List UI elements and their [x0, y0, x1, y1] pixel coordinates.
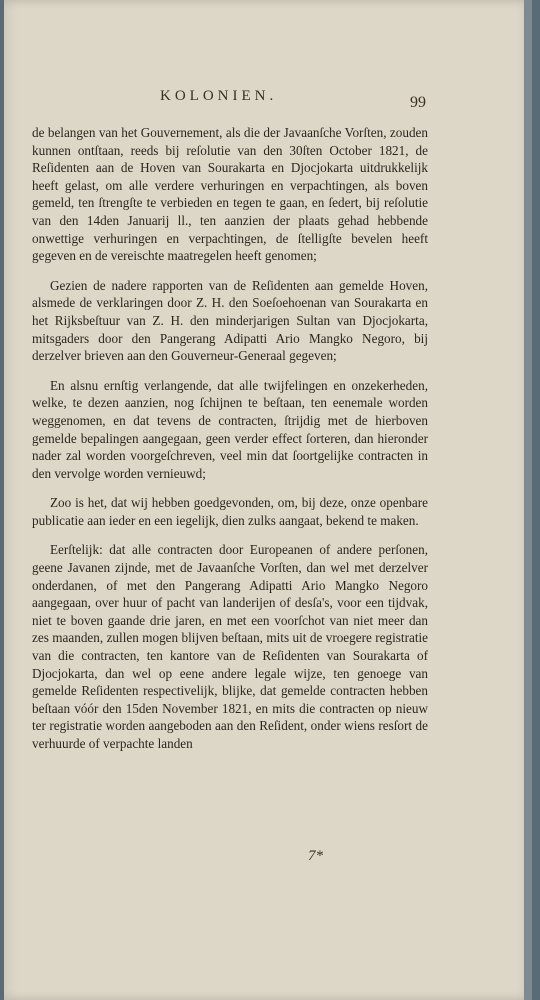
signature-mark: 7*	[308, 848, 323, 864]
paragraph: Gezien de nadere rapporten van de Reſidenten aan gemelde Hoven, alsmede de verklaringen door Z. H. den Soeſoehoenan van Sourakarta en het Rijksbeſtuur van Z. H. den minderjarigen Sultan van Djocjokarta, mitsgaders door den Pangerang Adipatti Ario Mangko Negoro, bij derzelver brieven aan den Gouverneur-Generaal gegeven;	[32, 277, 428, 364]
paragraph: En alsnu ernſtig verlangende, dat alle twijfelingen en onzekerheden, welke, te dezen aanzien, nog ſchijnen te beſtaan, ten eenemale worden weggenomen, en dat tevens de contracten, ſtrijdig met de hierboven gemelde bepalingen aangegaan, geen verder effect ſorteren, dan hieronder nader zal worden voorgeſchreven, veel min dat ſoortgelijke contracten in den vervolge worden vernieuwd;	[32, 377, 428, 481]
running-title: KOLONIEN.	[160, 88, 278, 104]
book-page	[4, 0, 532, 1000]
paragraph: Eerſtelijk: dat alle contracten door Europeanen of andere perſonen, geene Javanen zijnde, met de Javaanſche Vorſten, dan wel met derzelver onderdanen, of met den Pangerang Adipatti Ario Mangko Negoro aangegaan, over huur of pacht van landerijen of desſa's, voor een tijdvak, niet te boven gaande drie jaren, en met een voorſchot van niet meer dan zes maanden, zullen mogen blijven beſtaan, mits uit de vroegere registratie van die contracten, ten kantore van de Reſidenten van Sourakarta of Djocjokarta, dan wel op eene andere legale wijze, ten genoege van gemelde Reſidenten respectivelijk, blijke, dat gemelde contracten hebben beſtaan vóór den 15den November 1821, en mits die contracten op nieuw ter registratie worden aangeboden aan den Reſident, onder wiens resſort de verhuurde of verpachte landen	[32, 542, 428, 751]
page-edge	[524, 0, 532, 1000]
paragraph: Zoo is het, dat wij hebben goedgevonden, om, bij deze, onze openbare publicatie aan ieder en een iegelijk, dien zulks aangaat, bekend te maken.	[32, 495, 428, 528]
paragraph: de belangen van het Gouvernement, als die der Javaanſche Vorſten, zouden kunnen ontſtaan, reeds bij reſolutie van den 30ſten October 1821, de Reſidenten aan de Hoven van Sourakarta en Djocjokarta uitdrukkelijk heeft gelast, om alle verdere verhuringen en verpachtingen, als boven gemeld, ten ſtrengſte te verbieden en tegen te gaan, en ſedert, bij reſolutie van den 14den Januarij ll., ten aanzien der plaats gehad hebbende onwettige verhuringen en verpachtingen, de ſtelligſte bevelen heeft gegeven en de vereischte maatregelen heeft genomen;	[32, 125, 428, 264]
page-number: 99	[410, 94, 426, 111]
body-text	[32, 124, 428, 765]
